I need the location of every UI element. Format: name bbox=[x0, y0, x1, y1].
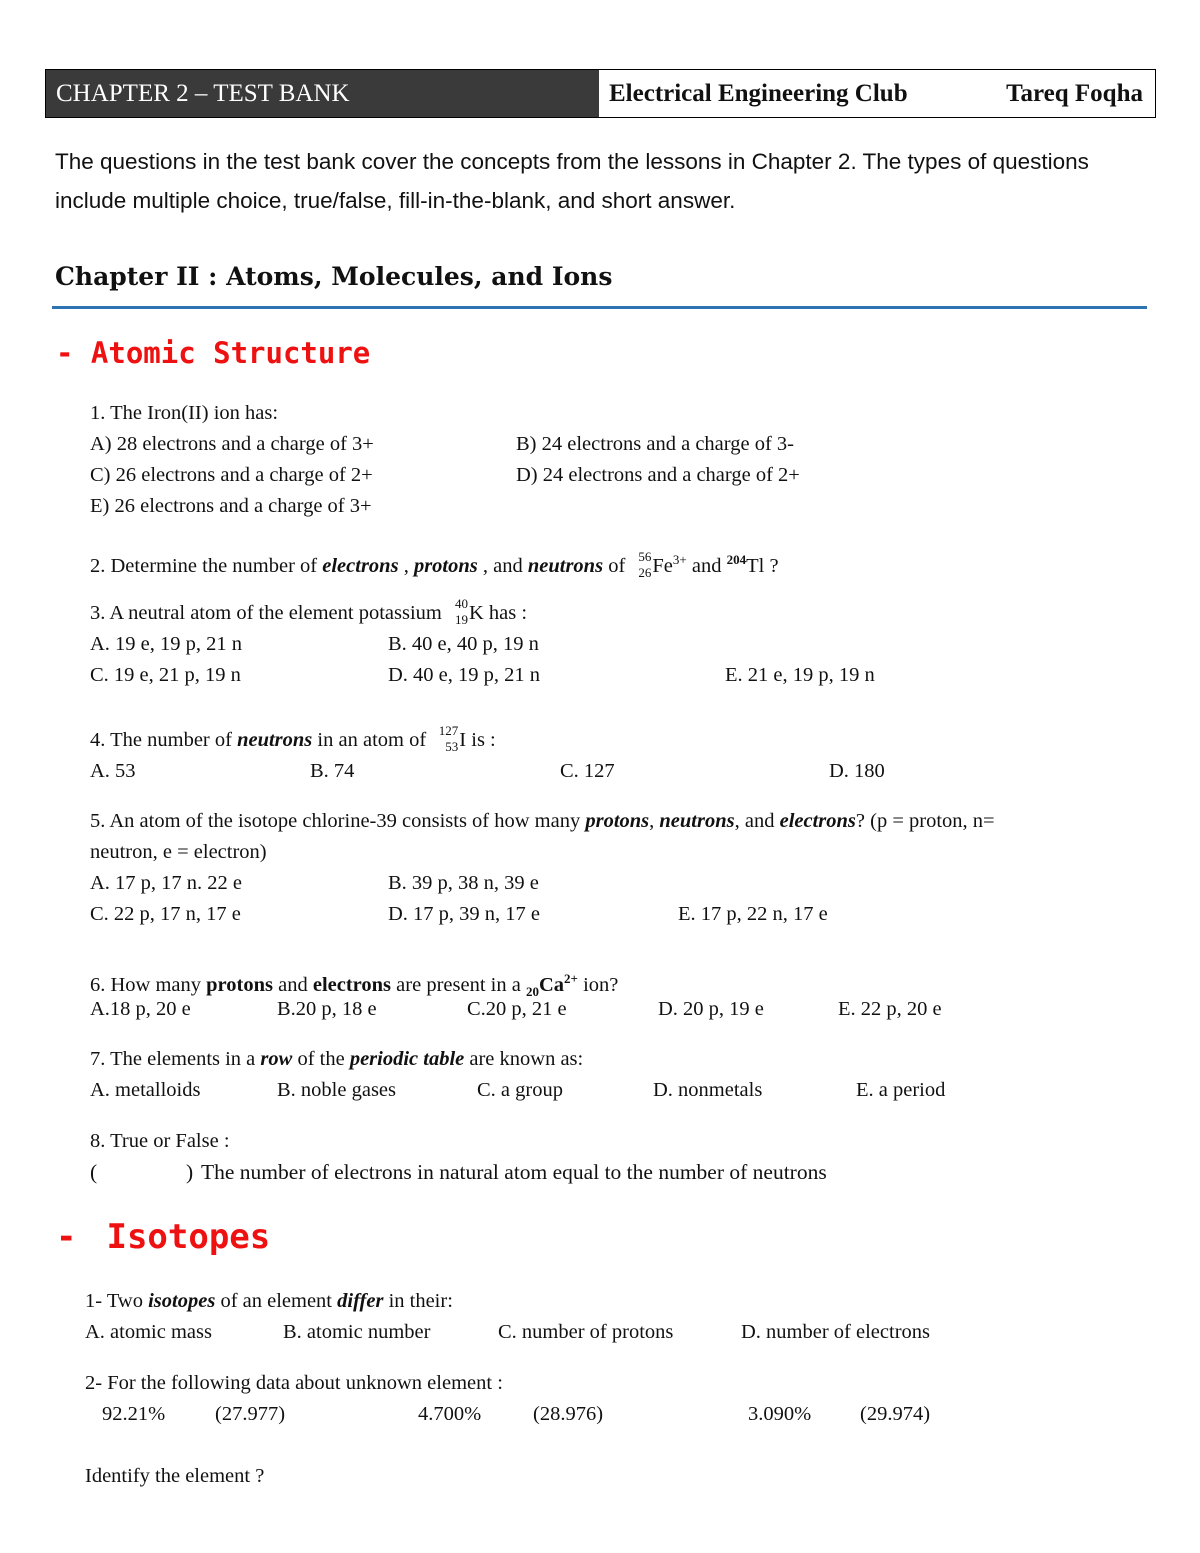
option-d: D. 17 p, 39 n, 17 e bbox=[388, 903, 541, 925]
answer-row bbox=[90, 491, 1150, 522]
option-d: D. 20 p, 19 e bbox=[658, 998, 764, 1020]
option-a: A. metalloids bbox=[90, 1079, 201, 1101]
option-e: E. 21 e, 19 p, 19 n bbox=[725, 664, 875, 686]
answer-blank-close: ) bbox=[186, 1160, 194, 1184]
question-stem-continued: neutron, e = electron) bbox=[90, 841, 267, 863]
question-8 bbox=[90, 1126, 1150, 1188]
mass-1: (27.977) bbox=[215, 1403, 286, 1425]
option-d: D. 40 e, 19 p, 21 n bbox=[388, 664, 541, 686]
option-c: C. number of protons bbox=[498, 1321, 674, 1343]
option-b: B. noble gases bbox=[277, 1079, 396, 1101]
option-b: B.20 p, 18 e bbox=[277, 998, 377, 1020]
option-d: D. nonmetals bbox=[653, 1079, 763, 1101]
abundance-3: 3.090% bbox=[748, 1403, 812, 1425]
isotope-data-row bbox=[85, 1399, 1145, 1430]
mass-3: (29.974) bbox=[860, 1403, 931, 1425]
option-b: B. 74 bbox=[310, 760, 355, 782]
section-heading-atomic-structure: - Atomic Structure bbox=[56, 336, 371, 370]
option-a: A) 28 electrons and a charge of 3+ bbox=[90, 433, 374, 455]
question-3 bbox=[90, 598, 1150, 691]
abundance-1: 92.21% bbox=[102, 1403, 166, 1425]
answer-row bbox=[90, 429, 1150, 460]
identify-prompt: Identify the element ? bbox=[85, 1465, 265, 1487]
option-b: B. 39 p, 38 n, 39 e bbox=[388, 872, 539, 894]
question-stem: 5. An atom of the isotope chlorine-39 consists of how many protons, neutrons, and electrons? (p = proton, n= bbox=[90, 810, 995, 832]
option-b: B. 40 e, 40 p, 19 n bbox=[388, 633, 539, 655]
option-a: A.18 p, 20 e bbox=[90, 998, 191, 1020]
answer-row bbox=[90, 660, 1150, 691]
section-heading-isotopes: - Isotopes bbox=[56, 1217, 271, 1257]
option-e: E. a period bbox=[856, 1079, 946, 1101]
chapter-title: Chapter II : Atoms, Molecules, and Ions bbox=[55, 262, 613, 291]
answer-row bbox=[90, 1075, 1150, 1106]
answer-blank-open: ( bbox=[90, 1160, 98, 1184]
option-c: C. 127 bbox=[560, 760, 615, 782]
question-stem: 8. True or False : bbox=[90, 1130, 230, 1152]
option-d: D. number of electrons bbox=[741, 1321, 930, 1343]
mass-2: (28.976) bbox=[533, 1403, 604, 1425]
option-c: C. a group bbox=[477, 1079, 563, 1101]
true-false-statement bbox=[90, 1157, 1150, 1188]
option-a: A. 53 bbox=[90, 760, 136, 782]
page-header bbox=[45, 69, 1156, 118]
option-e: E) 26 electrons and a charge of 3+ bbox=[90, 495, 372, 517]
question-stem: 1- Two isotopes of an element differ in their: bbox=[85, 1290, 453, 1312]
question-2 bbox=[90, 544, 1150, 580]
option-c: C) 26 electrons and a charge of 2+ bbox=[90, 464, 373, 486]
option-b: B. atomic number bbox=[283, 1321, 431, 1343]
option-c: C. 19 e, 21 p, 19 n bbox=[90, 664, 241, 686]
header-chapter-label: CHAPTER 2 – TEST BANK bbox=[46, 70, 599, 117]
question-stem: 2- For the following data about unknown element : bbox=[85, 1372, 503, 1394]
header-author: Tareq Foqha bbox=[1006, 80, 1143, 107]
option-a: A. 17 p, 17 n. 22 e bbox=[90, 872, 243, 894]
question-6 bbox=[90, 963, 1150, 1025]
question-7 bbox=[90, 1044, 1150, 1106]
answer-row bbox=[90, 868, 1150, 899]
question-stem: 3. A neutral atom of the element potassium 40 19 K has : bbox=[90, 596, 528, 627]
option-c: C. 22 p, 17 n, 17 e bbox=[90, 903, 241, 925]
answer-row bbox=[90, 460, 1150, 491]
question-5 bbox=[90, 806, 1150, 930]
option-c: C.20 p, 21 e bbox=[467, 998, 567, 1020]
option-e: E. 22 p, 20 e bbox=[838, 998, 942, 1020]
answer-row bbox=[85, 1317, 1145, 1348]
question-stem: 6. How many protons and electrons are present in a $_{20}Ca^{2+}$ ion? bbox=[90, 971, 619, 999]
question-1 bbox=[90, 398, 1150, 522]
option-d: D. 180 bbox=[829, 760, 885, 782]
isotope-question-2 bbox=[85, 1368, 1145, 1492]
answer-row bbox=[90, 756, 1150, 787]
nuclide-k: 40 19 bbox=[454, 596, 468, 627]
question-stem: 7. The elements in a row of the periodic table are known as: bbox=[90, 1048, 584, 1070]
option-b: B) 24 electrons and a charge of 3- bbox=[516, 433, 794, 455]
header-right bbox=[599, 70, 1155, 117]
option-a: A. 19 e, 19 p, 21 n bbox=[90, 633, 243, 655]
question-stem: 1. The Iron(II) ion has: bbox=[90, 402, 279, 424]
option-d: D) 24 electrons and a charge of 2+ bbox=[516, 464, 800, 486]
statement-text: The number of electrons in natural atom equal to the number of neutrons bbox=[201, 1160, 827, 1184]
question-stem: 4. The number of neutrons in an atom of 127 53 I is : bbox=[90, 723, 496, 754]
nuclide-fe: 56 26 bbox=[638, 548, 652, 580]
question-stem: 2. Determine the number of electrons , protons , and neutrons of 56 26 $Fe^{3+}$ and $^{204}$Tl ? bbox=[90, 548, 779, 580]
nuclide-i: 127 53 bbox=[438, 723, 459, 754]
answer-row bbox=[90, 629, 1150, 660]
answer-row bbox=[90, 994, 1150, 1025]
option-e: E. 17 p, 22 n, 17 e bbox=[678, 903, 828, 925]
chapter-divider bbox=[52, 306, 1147, 309]
abundance-2: 4.700% bbox=[418, 1403, 482, 1425]
question-4 bbox=[90, 725, 1150, 787]
answer-row bbox=[90, 899, 1150, 930]
intro-paragraph: The questions in the test bank cover the concepts from the lessons in Chapter 2. The types of questions include multiple choice, true/false, fill-in-the-blank, and short answer. bbox=[55, 149, 1089, 213]
option-a: A. atomic mass bbox=[85, 1321, 212, 1343]
isotope-question-1 bbox=[85, 1286, 1145, 1348]
header-club: Electrical Engineering Club bbox=[609, 80, 908, 107]
